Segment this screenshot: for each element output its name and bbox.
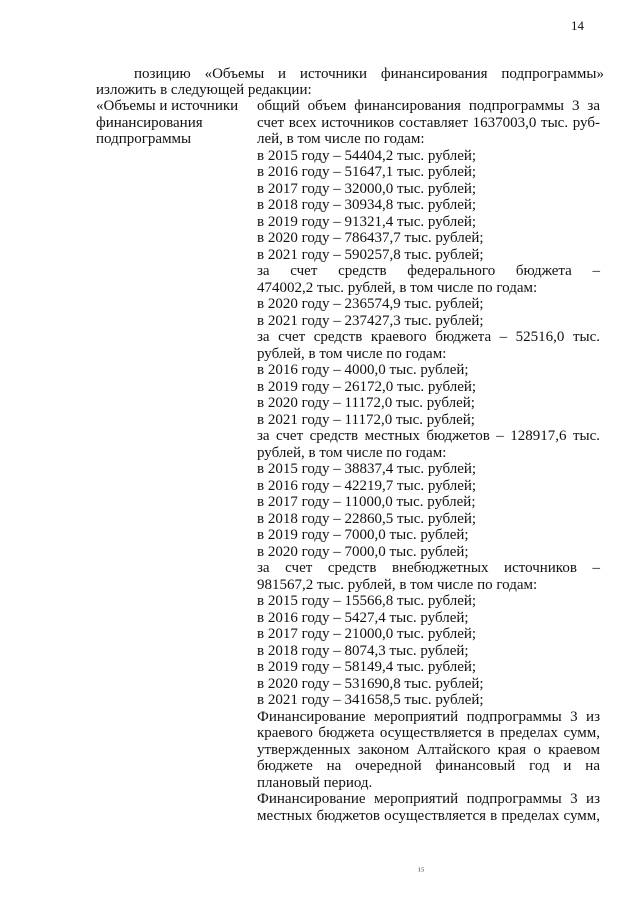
year-line: в 2015 году – 54404,2 тыс. рублей; <box>257 147 477 164</box>
year-line: в 2017 году – 11000,0 тыс. рублей; <box>257 494 476 510</box>
left-cell-line: подпрограммы <box>96 131 192 147</box>
extrabudgetary-funding-line: 981567,2 тыс. рублей, в том числе по годам: <box>257 576 538 593</box>
paragraph-line: утвержденных законом Алтайского края о краевом <box>257 741 600 758</box>
year-line: в 2017 году – 32000,0 тыс. рублей; <box>257 180 477 197</box>
total-funding-line: общий объем финансирования подпрограммы 3 за <box>257 98 600 114</box>
table-right-cell <box>257 98 600 824</box>
year-line: в 2016 году – 42219,7 тыс. рублей; <box>257 477 477 494</box>
year-line: в 2020 году – 11172,0 тыс. рублей; <box>257 395 475 411</box>
year-line: в 2019 году – 91321,4 тыс. рублей; <box>257 213 477 230</box>
year-line: в 2015 году – 38837,4 тыс. рублей; <box>257 461 477 477</box>
paragraph-line: местных бюджетов осуществляется в пределах сумм, <box>257 807 600 824</box>
local-funding-line: за счет средств местных бюджетов – 128917,6 тыс. <box>257 428 600 444</box>
year-line: в 2021 году – 237427,3 тыс. рублей; <box>257 312 484 329</box>
paragraph-line: Финансирование мероприятий подпрограммы 3 из <box>257 791 600 807</box>
federal-funding-line: за счет средств федерального бюджета – <box>257 263 600 279</box>
federal-funding-line: 474002,2 тыс. рублей, в том числе по годам: <box>257 279 538 296</box>
footer-mark: ¹⁵ <box>418 866 425 877</box>
left-cell-line: «Объемы и источники <box>96 98 239 114</box>
page-number: 14 <box>571 18 584 33</box>
table-left-cell <box>96 98 256 148</box>
year-line: в 2019 году – 58149,4 тыс. рублей; <box>257 659 477 675</box>
regional-funding-line: рублей, в том числе по годам: <box>257 345 447 362</box>
year-line: в 2019 году – 26172,0 тыс. рублей; <box>257 378 477 395</box>
year-line: в 2020 году – 7000,0 тыс. рублей; <box>257 543 469 560</box>
year-line: в 2021 году – 590257,8 тыс. рублей; <box>257 246 484 263</box>
year-line: в 2017 году – 21000,0 тыс. рублей; <box>257 626 477 642</box>
total-funding-line: лей, в том числе по годам: <box>257 131 425 147</box>
paragraph-line: плановый период. <box>257 774 373 791</box>
year-line: в 2020 году – 786437,7 тыс. рублей; <box>257 230 484 246</box>
year-line: в 2018 году – 8074,3 тыс. рублей; <box>257 642 469 659</box>
year-line: в 2020 году – 236574,9 тыс. рублей; <box>257 296 484 312</box>
extrabudgetary-funding-line: за счет средств внебюджетных источников – <box>257 560 600 576</box>
paragraph-line: Финансирование мероприятий подпрограммы 3 из <box>257 708 600 725</box>
regional-funding-line: за счет средств краевого бюджета – 52516,0 тыс. <box>257 329 600 345</box>
year-line: в 2016 году – 5427,4 тыс. рублей; <box>257 609 469 626</box>
year-line: в 2018 году – 30934,8 тыс. рублей; <box>257 197 477 213</box>
total-funding-line: счет всех источников составляет 1637003,0 тыс. руб- <box>257 114 600 131</box>
year-line: в 2016 году – 4000,0 тыс. рублей; <box>257 362 469 378</box>
paragraph-line: бюджете на очередной финансовый год и на <box>257 758 600 774</box>
local-funding-line: рублей, в том числе по годам: <box>257 444 447 461</box>
paragraph-line: краевого бюджета осуществляется в пределах сумм, <box>257 725 600 741</box>
year-line: в 2019 году – 7000,0 тыс. рублей; <box>257 527 469 543</box>
year-line: в 2021 году – 11172,0 тыс. рублей; <box>257 411 475 428</box>
intro-line: позицию «Объемы и источники финансирования подпрограммы» <box>134 66 604 82</box>
intro-line: изложить в следующей редакции: <box>96 82 312 98</box>
year-line: в 2016 году – 51647,1 тыс. рублей; <box>257 164 477 180</box>
year-line: в 2018 году – 22860,5 тыс. рублей; <box>257 510 477 527</box>
year-line: в 2020 году – 531690,8 тыс. рублей; <box>257 675 484 692</box>
year-line: в 2015 году – 15566,8 тыс. рублей; <box>257 593 477 609</box>
left-cell-line: финансирования <box>96 114 203 131</box>
year-line: в 2021 году – 341658,5 тыс. рублей; <box>257 692 484 708</box>
